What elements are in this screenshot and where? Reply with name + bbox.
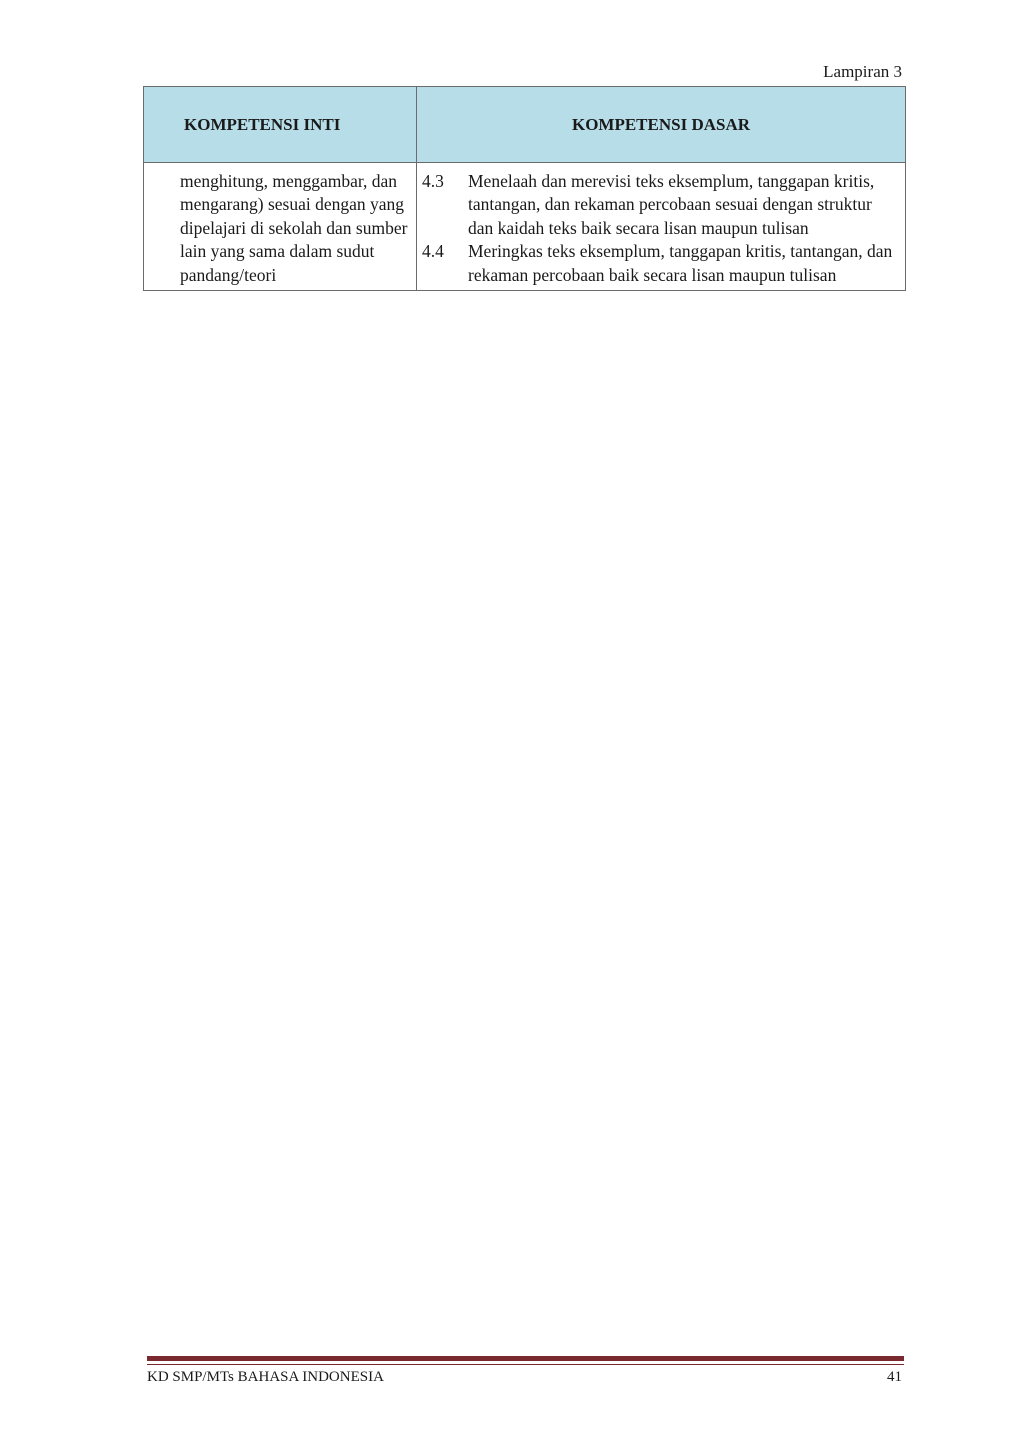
kd-item xyxy=(417,240,905,287)
footer-title: KD SMP/MTs BAHASA INDONESIA xyxy=(147,1369,384,1385)
lampiran-label: Lampiran 3 xyxy=(823,62,902,81)
table-row xyxy=(144,163,906,291)
kd-number: 4.3 xyxy=(422,171,444,191)
kd-item xyxy=(417,170,905,240)
competency-table xyxy=(143,86,906,291)
header-kompetensi-inti: KOMPETENSI INTI xyxy=(144,87,417,163)
kompetensi-inti-cell: menghitung, menggambar, dan mengarang) sesuai dengan yang dipelajari di sekolah dan sumber lain yang sama dalam sudut pandang/teori xyxy=(144,163,417,291)
kd-text: Meringkas teks eksemplum, tanggapan kritis, tantangan, dan rekaman percobaan baik secara lisan maupun tulisan xyxy=(468,241,893,285)
header-kompetensi-dasar: KOMPETENSI DASAR xyxy=(417,87,906,163)
kd-number: 4.4 xyxy=(422,241,444,262)
kompetensi-dasar-cell xyxy=(417,163,906,291)
footer-divider-thin xyxy=(147,1364,904,1365)
table-header-row xyxy=(144,87,906,163)
page-number: 41 xyxy=(887,1369,902,1385)
footer-divider xyxy=(147,1356,904,1361)
kd-text: Menelaah dan merevisi teks eksemplum, tanggapan kritis, tantangan, dan rekaman percobaan sesuai dengan struktur dan kaidah teks baik secara lisan maupun tulisan xyxy=(468,171,875,238)
